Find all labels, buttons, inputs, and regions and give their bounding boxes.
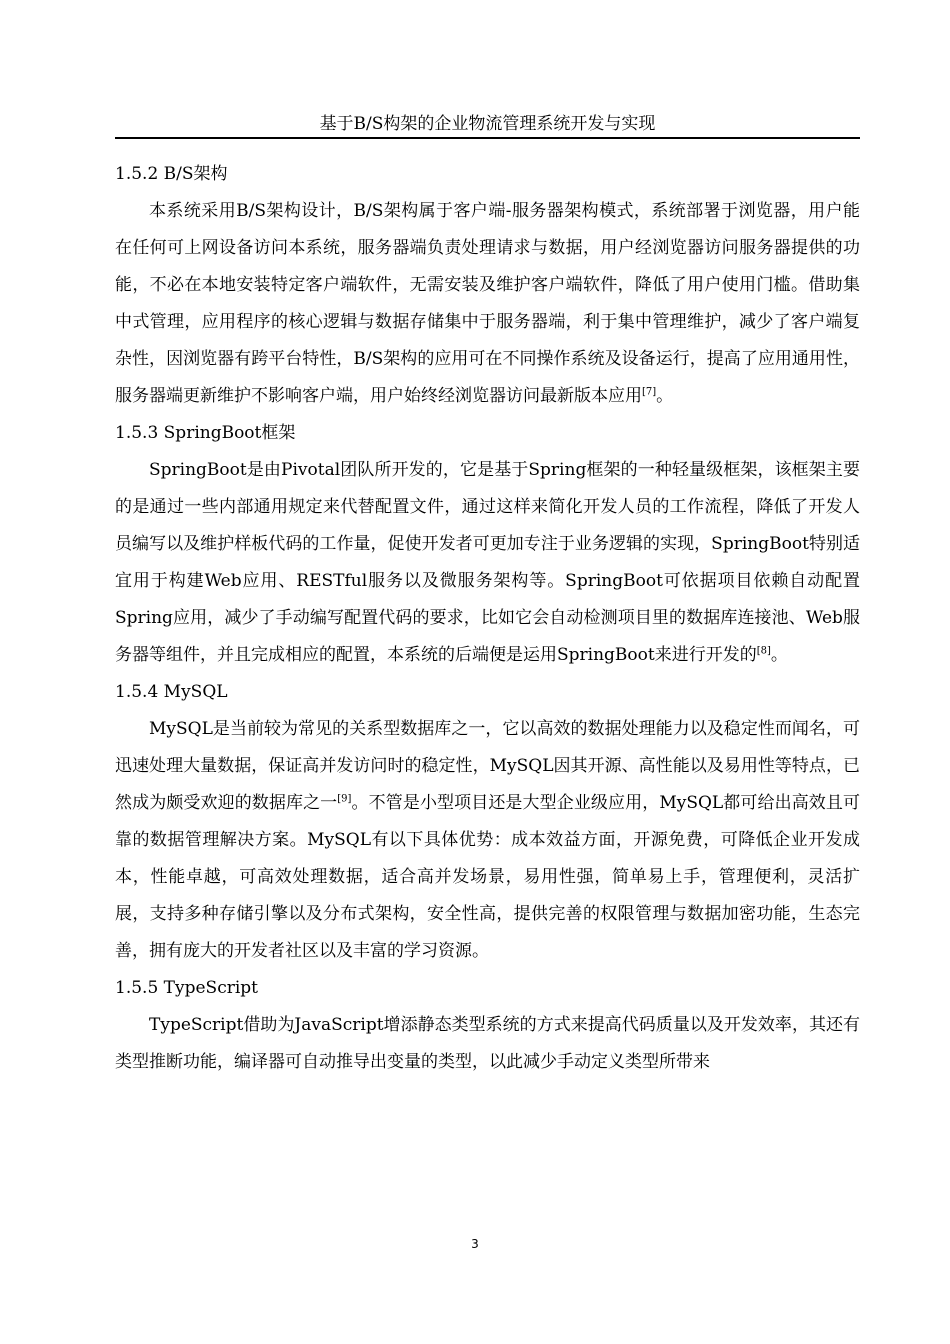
- paragraph-tail: 。: [656, 386, 674, 406]
- paragraph-tail: 。不管是小型项目还是大型企业级应用，MySQL都可给出高效且可靠的数据管理解决方案。MySQL有以下具体优势：成本效益方面，开源免费，可降低企业开发成本，性能卓越，可高效处理数据，适合高并发场景，易用性强，简单易上手，管理便利，灵活扩展，支持多种存储引擎以及分布式架构，安全性高，提供完善的权限管理与数据加密功能，生态完善，拥有庞大的开发者社区以及丰富的学习资源。: [115, 793, 860, 961]
- citation-ref[interactable]: [8]: [756, 645, 771, 657]
- paragraph-typescript: [115, 1007, 860, 1081]
- paragraph-text: MySQL是当前较为常见的关系型数据库之一，它以高效的数据处理能力以及稳定性而闻名，可迅速处理大量数据，保证高并发访问时的稳定性，MySQL因其开源、高性能以及易用性等特点，已然成为颇受欢迎的数据库之一: [115, 719, 860, 813]
- paragraph-text: TypeScript借助为JavaScript增添静态类型系统的方式来提高代码质量以及开发效率，其还有类型推断功能，编译器可自动推导出变量的类型，以此减少手动定义类型所带来: [115, 1015, 860, 1072]
- paragraph-text: SpringBoot是由Pivotal团队所开发的，它是基于Spring框架的一种轻量级框架，该框架主要的是通过一些内部通用规定来代替配置文件，通过这样来简化开发人员的工作流程，降低了开发人员编写以及维护样板代码的工作量，促使开发者可更加专注于业务逻辑的实现，SpringBoot特别适宜用于构建Web应用、RESTful服务以及微服务架构等。SpringBoot可依据项目依赖自动配置Spring应用，减少了手动编写配置代码的要求，比如它会自动检测项目里的数据库连接池、Web服务器等组件，并且完成相应的配置，本系统的后端便是运用SpringBoot来进行开发的: [115, 460, 860, 665]
- paragraph-bs: [115, 193, 860, 415]
- page-header: 基于B/S构架的企业物流管理系统开发与实现: [115, 112, 860, 139]
- section-heading-springboot: 1.5.3 SpringBoot框架: [115, 423, 296, 443]
- section-heading-typescript: 1.5.5 TypeScript: [115, 978, 258, 998]
- paragraph-tail: 。: [770, 645, 788, 665]
- citation-ref[interactable]: [9]: [337, 793, 352, 805]
- section-heading-mysql: 1.5.4 MySQL: [115, 682, 228, 702]
- section-heading-bs: 1.5.2 B/S架构: [115, 164, 228, 184]
- document-body: [115, 156, 860, 1081]
- paragraph-text: 本系统采用B/S架构设计，B/S架构属于客户端-服务器架构模式，系统部署于浏览器，用户能在任何可上网设备访问本系统，服务器端负责处理请求与数据，用户经浏览器访问服务器提供的功能，不必在本地安装特定客户端软件，无需安装及维护客户端软件，降低了用户使用门槛。借助集中式管理，应用程序的核心逻辑与数据存储集中于服务器端，利于集中管理维护，减少了客户端复杂性，因浏览器有跨平台特性，B/S架构的应用可在不同操作系统及设备运行，提高了应用通用性，服务器端更新维护不影响客户端，用户始终经浏览器访问最新版本应用: [115, 201, 860, 406]
- paragraph-mysql: [115, 711, 860, 970]
- paragraph-springboot: [115, 452, 860, 674]
- citation-ref[interactable]: [7]: [642, 386, 657, 398]
- page-number: 3: [471, 1237, 479, 1251]
